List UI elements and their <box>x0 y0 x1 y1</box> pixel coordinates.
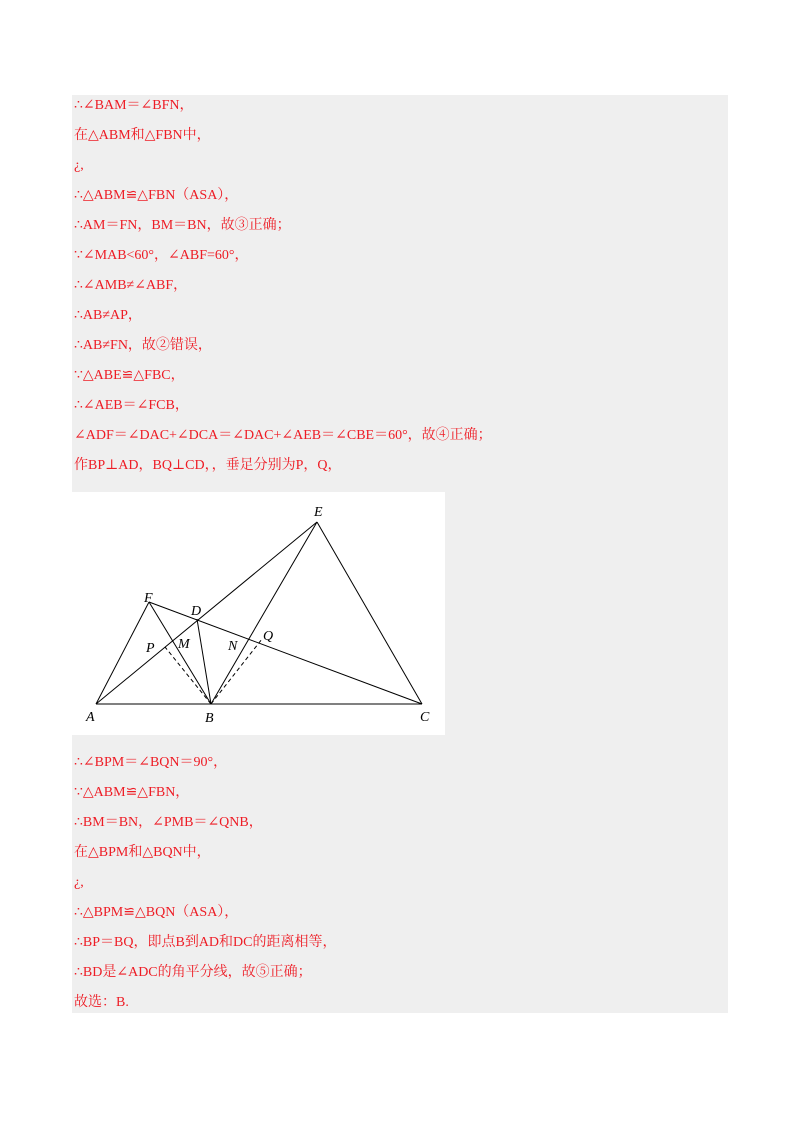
point-label-B: B <box>205 711 214 726</box>
solution-line-14: ∴∠BPM＝∠BQN＝90°， <box>74 755 228 770</box>
segment-BD <box>197 619 211 704</box>
point-label-E: E <box>314 505 323 520</box>
solution-line-1: ∴∠BAM＝∠BFN， <box>74 98 194 113</box>
point-label-N: N <box>228 639 238 654</box>
geometry-diagram <box>72 492 445 735</box>
point-label-M: M <box>178 637 190 652</box>
solution-line-15: ∵△ABM≌△FBN， <box>74 785 190 800</box>
solution-line-8: ∴AB≠AP， <box>74 308 142 323</box>
point-label-P: P <box>146 641 155 656</box>
point-label-D: D <box>191 604 202 619</box>
solution-line-6: ∵∠MAB<60°，∠ABF=60°， <box>74 248 249 263</box>
segment-EC <box>317 522 422 704</box>
geometry-figure <box>72 492 445 735</box>
solution-line-13: 作BP⊥AD，BQ⊥CD，，垂足分别为P，Q， <box>74 458 342 473</box>
solution-line-20: ∴BP＝BQ，即点B到AD和DC的距离相等， <box>74 935 337 950</box>
solution-line-18: ¿, <box>74 875 84 890</box>
segment-FC <box>149 602 422 704</box>
solution-line-12: ∠ADF＝∠DAC+∠DCA＝∠DAC+∠AEB＝∠CBE＝60°，故④正确； <box>74 428 492 443</box>
point-label-A: A <box>86 710 95 725</box>
solution-line-19: ∴△BPM≌△BQN（ASA）， <box>74 905 239 920</box>
point-label-F: F <box>144 591 153 606</box>
solution-line-7: ∴∠AMB≠∠ABF， <box>74 278 188 293</box>
solution-line-5: ∴AM＝FN，BM＝BN，故③正确； <box>74 218 291 233</box>
solution-line-3: ¿, <box>74 158 84 173</box>
solution-line-11: ∴∠AEB＝∠FCB， <box>74 398 189 413</box>
segment-AF <box>96 602 149 704</box>
solution-line-2: 在△ABM和△FBN中， <box>74 128 211 143</box>
solution-line-21: ∴BD是∠ADC的角平分线，故⑤正确； <box>74 965 312 980</box>
segment-BE <box>211 522 317 704</box>
solution-line-16: ∴BM＝BN，∠PMB＝∠QNB， <box>74 815 263 830</box>
solution-line-9: ∴AB≠FN，故②错误， <box>74 338 212 353</box>
solution-line-22: 故选：B. <box>74 995 129 1010</box>
segment-BP <box>165 647 211 704</box>
point-label-Q: Q <box>263 629 274 644</box>
solution-line-17: 在△BPM和△BQN中， <box>74 845 211 860</box>
solution-line-4: ∴△ABM≌△FBN（ASA）， <box>74 188 239 203</box>
solution-line-10: ∵△ABE≌△FBC， <box>74 368 185 383</box>
point-label-C: C <box>420 710 430 725</box>
